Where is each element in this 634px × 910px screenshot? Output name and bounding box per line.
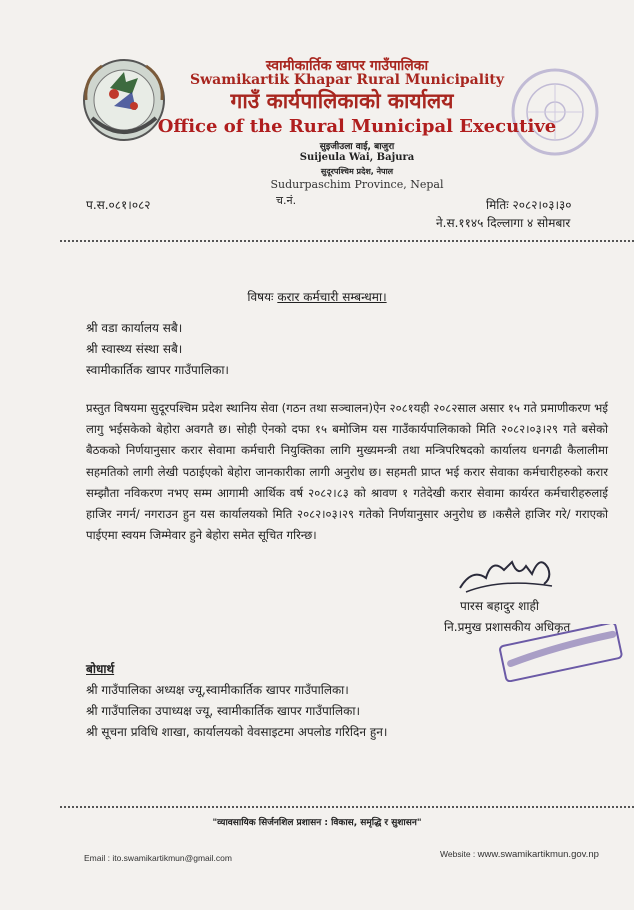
municipality-name-np: स्वामीकार्तिक खापर गाउँपालिका — [265, 58, 429, 74]
handwritten-signature-icon — [452, 548, 562, 598]
letter-reference-number: प.स.०८१।०८२ — [86, 198, 151, 212]
subject-text: करार कर्मचारी सम्बन्धमा। — [277, 290, 387, 304]
office-name-np: गाउँ कार्यपालिकाको कार्यालय — [230, 89, 454, 113]
office-name-en: Office of the Rural Municipal Executive — [157, 116, 557, 137]
municipality-name-en: Swamikartik Khapar Rural Municipality — [190, 72, 504, 88]
website-label: Website : — [440, 849, 478, 859]
dispatch-number-label: च.नं. — [276, 194, 297, 207]
letter-date: मितिः २०८२।०३।३० — [486, 198, 572, 212]
cc-item: श्री गाउँपालिका अध्यक्ष ज्यू,स्वामीकार्तिक खापर गाउँपालिका। — [86, 683, 349, 697]
signatory-name: पारस बहादुर शाही — [460, 599, 539, 613]
footer-divider — [60, 806, 634, 808]
cc-item: श्री सूचना प्रविधि शाखा, कार्यालयको वेवसाइटमा अपलोड गरिदिन हुन। — [86, 725, 388, 739]
province-en: Sudurpaschim Province, Nepal — [270, 178, 444, 191]
signatory-title: नि.प्रमुख प्रशासकीय अधिकृत — [444, 620, 571, 634]
recipient-item: श्री स्वास्थ्य संस्था सबै। — [86, 342, 183, 356]
header-divider — [60, 240, 634, 242]
recipient-item: श्री वडा कार्यालय सबै। — [86, 321, 183, 335]
province-np: सुदूरपश्चिम प्रदेश, नेपाल — [320, 167, 394, 176]
letter-subject — [0, 288, 634, 305]
address-en: Suijeula Wai, Bajura — [299, 152, 415, 163]
footer-motto: "व्यावसायिक सिर्जनशिल प्रशासन : विकास, समृद्धि र सुशासन" — [212, 818, 422, 828]
recipient-list — [86, 318, 229, 381]
letter-body: प्रस्तुत विषयमा सुदूरपश्चिम प्रदेश स्थानिय सेवा (गठन तथा सञ्चालन)ऐन २०८१यही २०८२साल असार १५ गते प्रमाणीकरण भई लागु भईसकेको बेहोरा अवगतै छ। सोही ऐनको दफा १५ बमोजिम यस गाउँकार्यपालिकाको मिति २०८२।०३।२९ गते बसेको बैठकको निर्णयानुसार करार सेवामा कर्मचारी नियुक्तिका लागि मुख्यमन्त्री तथा मन्त्रिपरिषदको कार्यालय धनगढी कैलालीमा सहमतिको लागी लेखी पठाईएको बेहोरा जानकारीका लागी अनुरोध छ। सहमती प्राप्त भई करार सेवाका कर्मचारीहरुको करार सम्झौता नविकरण नभए सम्म आगामी आर्थिक वर्ष २०८२।८३ को श्रावण १ गतेदेखी करार सेवामा कार्यरत कर्मचारीहरुलाई हाजिर नगर्न/ नगराउन हुन यस कार्यालयको मिति २०८२।०३।२९ गतेको निर्णयानुसार अनुरोध छ ।कसैले हाजिर गरे/ गराएको पाईएमा स्वयम जिम्मेवार हुने बेहोरा समेत सूचित गरिन्छ। — [86, 401, 608, 543]
cc-heading: बोधार्थ — [86, 662, 115, 676]
footer-email: Email : ito.swamikartikmun@gmail.com — [84, 853, 232, 863]
cc-list — [86, 680, 387, 743]
cc-item: श्री गाउँपालिका उपाध्यक्ष ज्यू, स्वामीकार्तिक खापर गाउँपालिका। — [86, 704, 360, 718]
subject-label: विषयः — [247, 290, 274, 304]
footer-website — [440, 849, 599, 860]
official-stamp-icon — [496, 624, 626, 682]
address-np: सुइजीउला वाई, बाजुरा — [319, 142, 395, 152]
website-url: www.swamikartikmun.gov.np — [477, 849, 599, 860]
nepal-sambat-date: ने.स.११४५ दिल्लागा ४ सोमबार — [436, 216, 571, 230]
recipient-item: स्वामीकार्तिक खापर गाउँपालिका। — [86, 363, 229, 377]
